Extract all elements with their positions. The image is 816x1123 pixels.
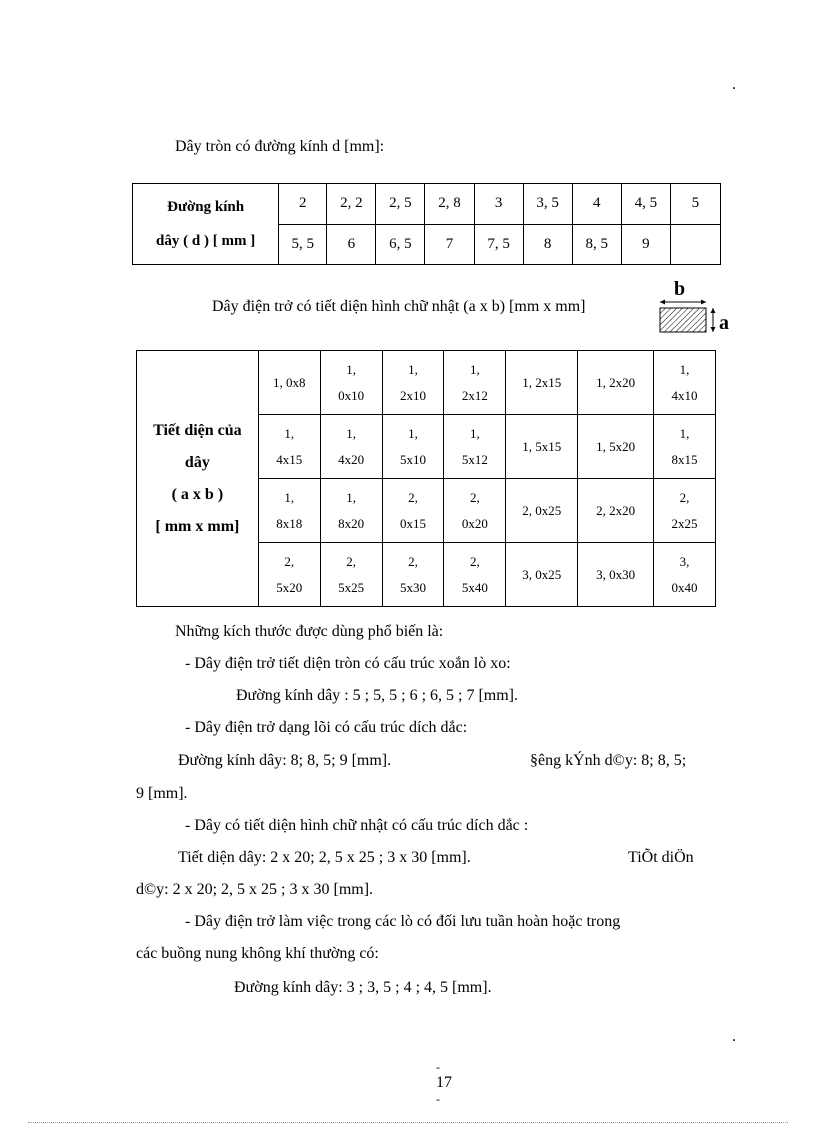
diameter-header-line2: dây ( d ) [ mm ] [156, 233, 256, 249]
diameter-value-cell: 8 [523, 224, 572, 265]
diameter-value-cell: 7, 5 [474, 224, 523, 265]
section-value-line: 1, [346, 425, 356, 441]
section-value-line: 2x10 [399, 387, 426, 403]
section-value-line: 1, 2x20 [596, 374, 636, 390]
section-value-line: 1, [284, 489, 295, 505]
section-value-cell [382, 479, 444, 543]
diameter-value-cell [670, 224, 720, 265]
cross-section-rect [660, 308, 706, 332]
section-value-line: 0x10 [338, 387, 365, 403]
section-header-line: dây [184, 453, 210, 471]
section-value-line: 4x15 [276, 451, 303, 467]
diameter-value-cell: 5, 5 [279, 224, 327, 265]
diameter-value-cell: 4 [572, 184, 621, 225]
section-value-line: 2, [408, 489, 418, 505]
diameter-header-line1: Đường kính [167, 199, 245, 215]
section-value-line: 1, [284, 425, 295, 441]
section-value-cell [506, 415, 578, 479]
diameter-value-cell: 6, 5 [376, 224, 425, 265]
section-value-line: 4x10 [671, 387, 698, 403]
section-value-line: 2, [408, 553, 418, 569]
section-value-line: 2, [284, 553, 295, 569]
section-value-cell [444, 351, 506, 415]
bullet-item: - Dây điện trở tiết diện tròn có cấu trúc xoắn lò xo: [185, 655, 511, 672]
common-sizes-heading: Những kích thước được dùng phổ biến là: [175, 623, 444, 640]
page-dash-bottom: - [436, 1092, 440, 1106]
section-value-line: 1, 5x15 [522, 438, 562, 454]
diameter-value-cell: 5 [670, 184, 720, 225]
section-value-line: 8x18 [276, 515, 303, 531]
cross-section-figure [652, 276, 742, 336]
bullet-detail: Đường kính dây : 5 ; 5, 5 ; 6 ; 6, 5 ; 7 [mm]. [236, 687, 519, 704]
bullet-detail: Đường kính dây: 3 ; 3, 5 ; 4 ; 4, 5 [mm]. [234, 979, 492, 996]
bullet-detail: Đường kính dây: 8; 8, 5; 9 [mm]. [178, 752, 392, 769]
section-header-cell [137, 351, 259, 607]
page-dash-top: - [436, 1060, 440, 1074]
section-value-line: 2, [469, 489, 480, 505]
section-value-cell [654, 543, 716, 607]
round-wire-intro: Dây tròn có đường kính d [mm]: [175, 138, 385, 155]
section-value-cell [320, 543, 382, 607]
section-value-line: 1, [679, 425, 690, 441]
section-value-line: 1, [679, 361, 690, 377]
section-value-line: 1, [346, 489, 356, 505]
table-row [137, 351, 716, 415]
section-value-cell [258, 415, 320, 479]
bullet-continuation: các buồng nung không khí thường có: [136, 945, 379, 962]
section-value-line: 2, [679, 489, 690, 505]
section-value-cell [578, 415, 654, 479]
garbled-text: §êng kÝnh d©y: 8; 8, 5; [530, 752, 687, 769]
section-value-line: 1, [346, 361, 356, 377]
diameter-value-cell: 9 [621, 224, 670, 265]
section-value-line: 1, [408, 425, 418, 441]
dimension-b-arrow-right [701, 300, 706, 305]
section-value-line: 1, [469, 361, 480, 377]
dimension-a-arrow-top [711, 308, 716, 313]
section-value-cell [506, 479, 578, 543]
round-wire-table [132, 183, 721, 265]
section-value-line: 2x25 [671, 515, 698, 531]
rect-wire-intro: Dây điện trở có tiết diện hình chữ nhật (a x b) [mm x mm] [212, 298, 586, 315]
section-value-cell [578, 543, 654, 607]
section-value-line: 2, [346, 553, 356, 569]
section-value-line: 8x15 [671, 451, 698, 467]
dimension-b-arrow-left [660, 300, 665, 305]
section-value-cell [258, 543, 320, 607]
section-value-cell [444, 543, 506, 607]
figure-label-b: b [674, 278, 686, 300]
diameter-value-cell: 4, 5 [621, 184, 670, 225]
section-value-line: 3, 0x25 [522, 566, 562, 582]
section-value-cell [258, 479, 320, 543]
section-value-line: 2, [469, 553, 480, 569]
section-value-line: 5x10 [399, 451, 426, 467]
table-row [133, 184, 721, 225]
page-number: 17 [436, 1074, 452, 1091]
section-value-cell [258, 351, 320, 415]
section-value-line: 5x30 [399, 579, 426, 595]
section-value-line: 0x20 [461, 515, 488, 531]
rect-wire-table [136, 350, 716, 607]
section-value-cell [654, 351, 716, 415]
diameter-value-cell: 3 [474, 184, 523, 225]
section-value-line: 5x25 [338, 579, 365, 595]
section-value-cell [444, 415, 506, 479]
section-value-line: 2, 0x25 [522, 502, 562, 518]
section-value-line: 4x20 [338, 451, 365, 467]
section-value-cell [506, 351, 578, 415]
section-value-cell [320, 479, 382, 543]
diameter-value-cell: 2, 8 [425, 184, 474, 225]
diameter-value-cell: 2, 5 [376, 184, 425, 225]
section-value-cell [444, 479, 506, 543]
diameter-value-cell: 3, 5 [523, 184, 572, 225]
section-value-cell [382, 543, 444, 607]
section-value-line: 1, 0x8 [272, 374, 306, 390]
section-value-line: 1, 5x20 [596, 438, 636, 454]
section-value-line: 1, [408, 361, 418, 377]
section-header-line: [ mm x mm] [155, 517, 240, 535]
section-value-cell [506, 543, 578, 607]
section-value-line: 5x12 [461, 451, 488, 467]
section-value-cell [654, 415, 716, 479]
diameter-header-cell [133, 184, 279, 265]
section-value-line: 1, [469, 425, 480, 441]
diameter-value-cell: 6 [327, 224, 376, 265]
section-header-line: Tiết diện của [153, 421, 242, 439]
section-value-line: 3, [679, 553, 690, 569]
section-value-line: 0x15 [399, 515, 426, 531]
corner-mark-top: . [732, 76, 736, 93]
diameter-value-cell: 8, 5 [572, 224, 621, 265]
diameter-value-cell: 7 [425, 224, 474, 265]
garbled-text: TiÕt diÖn [628, 849, 694, 866]
section-header-line: ( a x b ) [171, 485, 224, 503]
section-value-cell [382, 415, 444, 479]
bullet-continuation: d©y: 2 x 20; 2, 5 x 25 ; 3 x 30 [mm]. [136, 881, 374, 898]
bullet-item: - Dây điện trở dạng lõi có cấu trúc dích dắc: [185, 719, 468, 736]
section-value-line: 0x40 [671, 579, 698, 595]
section-value-cell [382, 351, 444, 415]
figure-label-a: a [719, 312, 729, 334]
section-value-cell [654, 479, 716, 543]
bullet-item: - Dây điện trở làm việc trong các lò có đối lưu tuần hoàn hoặc trong [185, 913, 621, 930]
section-value-line: 5x40 [461, 579, 488, 595]
section-value-line: 2, 2x20 [596, 502, 636, 518]
bullet-continuation: 9 [mm]. [136, 785, 188, 802]
section-value-cell [578, 479, 654, 543]
bullet-item: - Dây có tiết diện hình chữ nhật có cấu trúc dích dắc : [185, 817, 529, 834]
diameter-value-cell: 2, 2 [327, 184, 376, 225]
section-value-line: 3, 0x30 [596, 566, 636, 582]
section-value-cell [320, 351, 382, 415]
section-value-line: 5x20 [276, 579, 303, 595]
dimension-a-arrow-bottom [711, 327, 716, 332]
section-value-line: 1, 2x15 [522, 374, 562, 390]
section-value-cell [578, 351, 654, 415]
diameter-value-cell: 2 [279, 184, 327, 225]
section-value-cell [320, 415, 382, 479]
corner-mark-bottom: . [732, 1028, 736, 1045]
section-value-line: 2x12 [461, 387, 488, 403]
bullet-detail: Tiết diện dây: 2 x 20; 2, 5 x 25 ; 3 x 30 [mm]. [178, 849, 471, 866]
section-value-line: 8x20 [338, 515, 365, 531]
